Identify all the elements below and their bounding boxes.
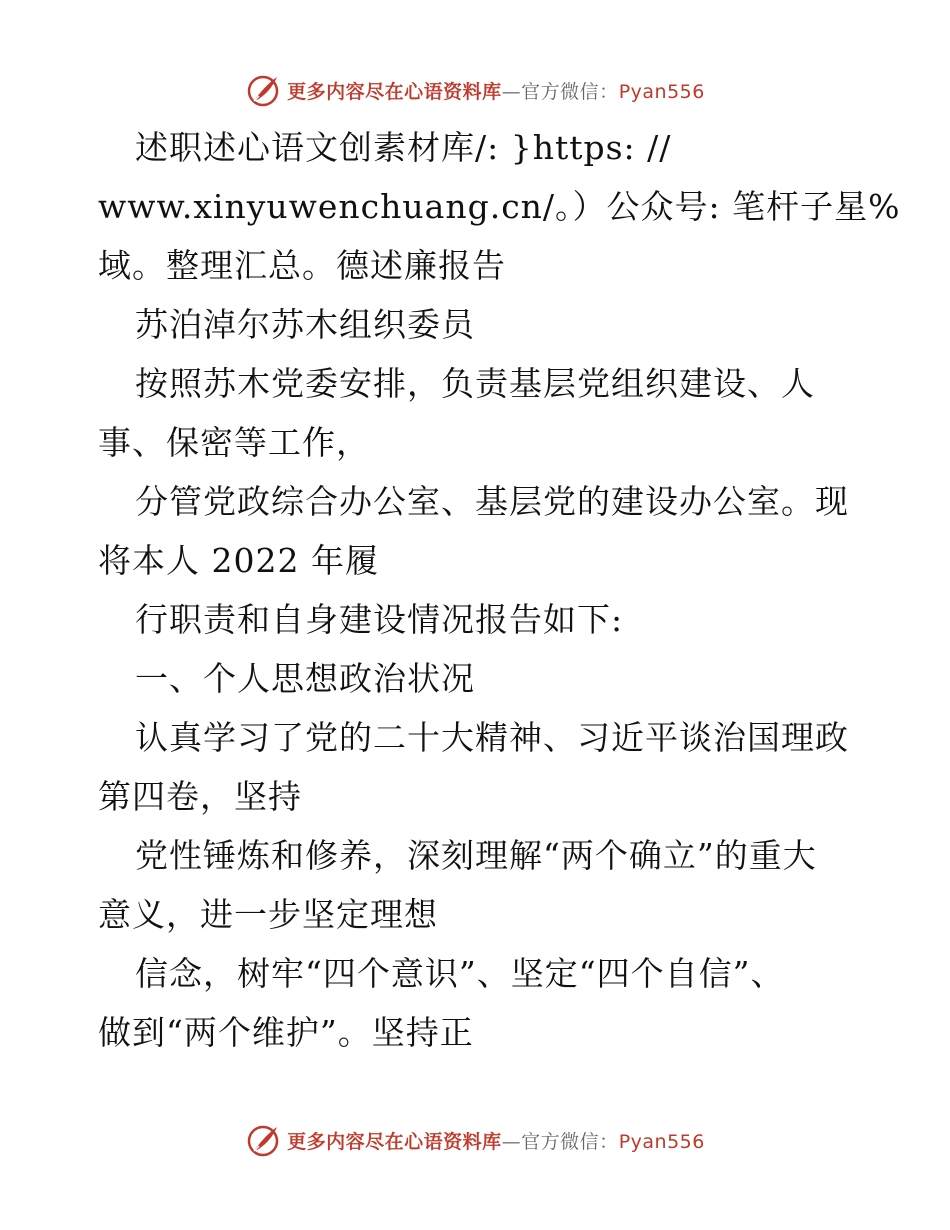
- header-banner-text: [287, 77, 705, 104]
- document-line: 一、个人思想政治状况: [135, 659, 475, 698]
- footer-watermark: [245, 1122, 705, 1158]
- document-line: 第四卷，坚持: [98, 777, 302, 816]
- document-line: 做到“两个维护”。坚持正: [98, 1013, 474, 1052]
- document-line: 域。整理汇总。德述廉报告: [98, 246, 506, 285]
- document-line: 党性锤炼和修养，深刻理解“两个确立”的重大: [135, 836, 817, 875]
- header-wechat-label: 官方微信：: [521, 80, 619, 103]
- document-line: 分管党政综合办公室、基层党的建设办公室。现: [135, 482, 849, 521]
- header-separator: —: [501, 80, 522, 103]
- footer-watermark-banner: [0, 1120, 950, 1160]
- document-body: [98, 118, 901, 1062]
- header-wechat-handle: Pyan556: [618, 80, 705, 103]
- header-brand-text: 更多内容尽在心语资料库: [287, 80, 502, 103]
- quill-logo-icon: [245, 1122, 281, 1158]
- document-line: 将本人 2022 年履: [98, 541, 379, 580]
- document-line: 意义，进一步坚定理想: [98, 895, 438, 934]
- document-line: 事、保密等工作，: [98, 423, 370, 462]
- document-line: 述职述心语文创素材库/: }https: //: [135, 128, 672, 167]
- document-line: 按照苏木党委安排，负责基层党组织建设、人: [135, 364, 815, 403]
- footer-wechat-handle: Pyan556: [618, 1130, 705, 1153]
- footer-brand-text: 更多内容尽在心语资料库: [287, 1130, 502, 1153]
- header-watermark-banner: [0, 70, 950, 110]
- footer-separator: —: [501, 1130, 522, 1153]
- document-line: 苏泊淖尔苏木组织委员: [135, 305, 475, 344]
- document-line: 信念，树牢“四个意识”、坚定“四个自信”、: [135, 954, 785, 993]
- quill-logo-icon: [245, 72, 281, 108]
- document-line: www.xinyuwenchuang.cn/。）公众号: 笔杆子星%: [98, 187, 901, 226]
- document-line: 行职责和自身建设情况报告如下:: [135, 600, 624, 639]
- header-watermark: [245, 72, 705, 108]
- footer-banner-text: [287, 1127, 705, 1154]
- footer-wechat-label: 官方微信：: [521, 1130, 619, 1153]
- document-line: 认真学习了党的二十大精神、习近平谈治国理政: [135, 718, 849, 757]
